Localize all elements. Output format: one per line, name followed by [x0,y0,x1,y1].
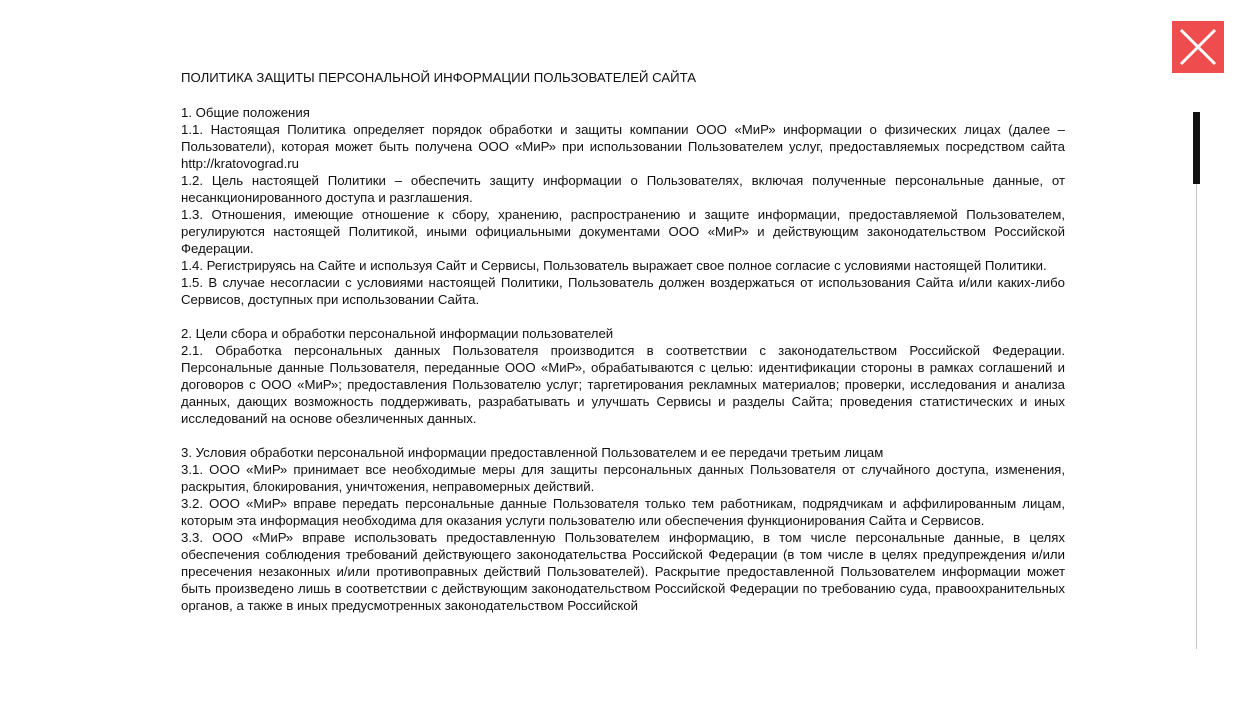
section-heading: 3. Условия обработки персональной информации предоставленной Пользователем и ее передачи третьим лицам [181,445,884,460]
section-heading: 2. Цели сбора и обработки персональной информации пользователей [181,326,614,341]
paragraph-3-1: 3.1. ООО «МиР» принимает все необходимые меры для защиты персональных данных Пользователя от случайного доступа, изменения, раскрытия, блокирования, уничтожения, неправомерных действий. [181,462,1065,494]
paragraph-1-3: 1.3. Отношения, имеющие отношение к сбору, хранению, распространению и защите информации, предоставляемой Пользователем, регулируются настоящей Политикой, иными официальными документами ООО «МиР» и действующим законодательством Российской Федерации. [181,207,1065,256]
document-title: ПОЛИТИКА ЗАЩИТЫ ПЕРСОНАЛЬНОЙ ИНФОРМАЦИИ ПОЛЬЗОВАТЕЛЕЙ САЙТА [181,70,697,85]
scrollbar-track[interactable] [1196,112,1197,649]
paragraph-3-3: 3.3. ООО «МиР» вправе использовать предоставленную Пользователем информацию, в том числе персональные данные, в целях обеспечения соблюдения требований действующего законодательства Российской Федерации (в том числе в целях предупреждения и/или пресечения незаконных и/или противоправных действий Пользователей). Раскрытие предоставленной Пользователем информации может быть произведено лишь в соответствии с действующим законодательством Российской Федерации по требованию суда, правоохранительных органов, а также в иных предусмотренных законодательством Российской [181,530,1065,613]
paragraph-2-1: 2.1. Обработка персональных данных Пользователя производится в соответствии с законодательством Российской Федерации. Персональные данные Пользователя, переданные ООО «МиР», обрабатываются с целью: идентификации стороны в рамках соглашений и договоров с ООО «МиР»; предоставления Пользователю услуг; таргетирования рекламных материалов; проверки, исследования и анализа данных, дающих возможность поддерживать, разрабатывать и улучшать Сервисы и разделы Сайта; проведения статистических и иных исследований на основе обезличенных данных. [181,343,1065,426]
close-button[interactable] [1172,21,1224,73]
section-heading: 1. Общие положения [181,105,310,120]
scrollbar-thumb[interactable] [1193,112,1200,184]
paragraph-1-1: 1.1. Настоящая Политика определяет порядок обработки и защиты компании ООО «МиР» информации о физических лицах (далее – Пользователи), которая может быть получена ООО «МиР» при использовании Пользователем услуг, предоставляемых посредством сайта http://kratovograd.ru [181,122,1065,171]
paragraph-1-2: 1.2. Цель настоящей Политики – обеспечить защиту информации о Пользователях, включая полученные персональные данные, от несанкционированного доступа и разглашения. [181,173,1065,205]
paragraph-1-5: 1.5. В случае несогласии с условиями настоящей Политики, Пользователь должен воздержаться от использования Сайта и/или каких-либо Сервисов, доступных при использовании Сайта. [181,275,1065,307]
close-icon [1172,21,1224,73]
policy-document [181,69,1065,651]
paragraph-1-4: 1.4. Регистрируясь на Сайте и используя Сайт и Сервисы, Пользователь выражает свое полное согласие с условиями настоящей Политики. [181,258,1047,273]
section-purposes [181,325,1065,427]
section-conditions [181,444,1065,614]
section-general [181,104,1065,308]
paragraph-3-2: 3.2. ООО «МиР» вправе передать персональные данные Пользователя только тем работникам, подрядчикам и аффилированным лицам, которым эта информация необходима для оказания услуги пользователю или обеспечения функционирования Сайта и Сервисов. [181,496,1065,528]
